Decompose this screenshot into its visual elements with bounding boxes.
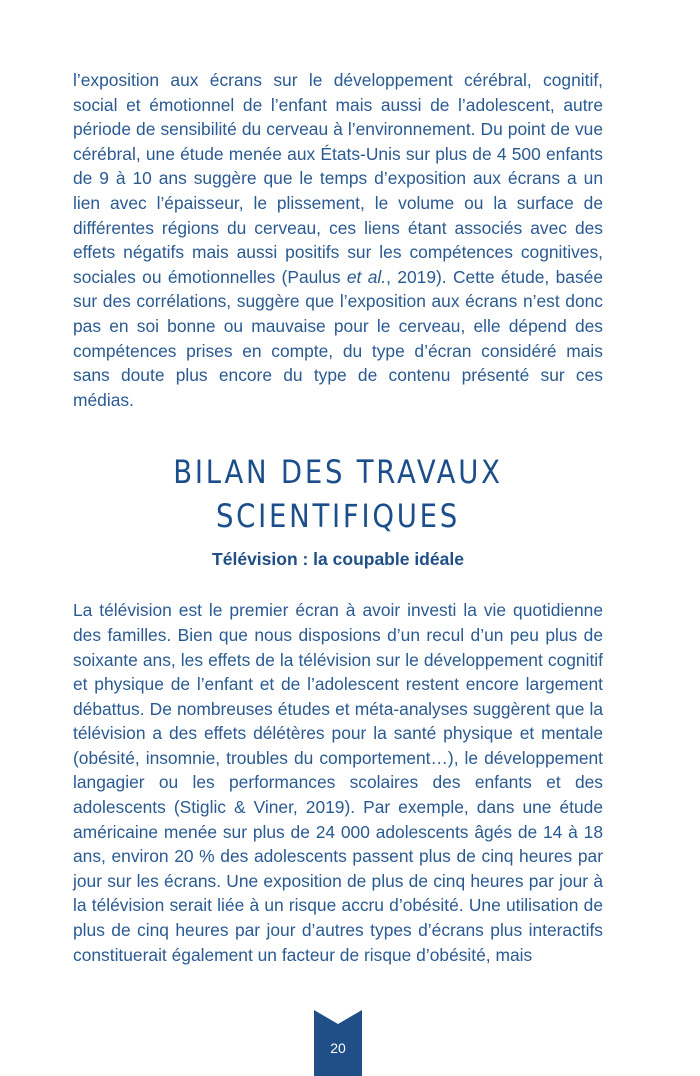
intro-italic-citation: et al. (346, 266, 387, 287)
intro-paragraph (73, 68, 603, 412)
body-paragraph: La télévision est le premier écran à avoir investi la vie quotidienne des familles. Bien que nous disposions d’un recul d’un peu plus de soixante ans, les effets de la télévision sur le développement cognitif et physique de l’enfant et de l’adolescent restent encore largement débattus. De nombreuses études et méta-analyses suggèrent que la télévision a des effets délétères pour la santé physique et mentale (obésité, insomnie, troubles du comportement…), le développement langagier ou les performances scolaires des enfants et des adolescents (Stiglic & Viner, 2019). Par exemple, dans une étude américaine menée sur plus de 24 000 adolescents âgés de 14 à 18 ans, environ 20 % des adolescents passent plus de cinq heures par jour sur les écrans. Une exposition de plus de cinq heures par jour à la télévision serait liée à un risque accru d’obésité. Une utilisation de plus de cinq heures par jour d’autres types d’écrans plus interactifs constituerait également un facteur de risque d’obésité, mais (73, 600, 603, 965)
page-content (73, 68, 603, 967)
intro-text-start: l’exposition aux écrans sur le développement cérébral, cognitif, social et émotionnel de l’enfant mais aussi de l’adolescent, autre période de sensibilité du cerveau à l’environnement. Du point de vue cérébral, une étude menée aux États-Unis sur plus de 4 500 enfants de 9 à 10 ans suggère que le temps d’exposition aux écrans a un lien avec l’épaisseur, le plissement, le volume ou la surface de différentes régions du cerveau, ces liens étant associés avec des effets négatifs mais aussi positifs sur les compétences cognitives, sociales ou émotionnelles (Paulus (73, 70, 603, 287)
section-title: BILAN DES TRAVAUX SCIENTIFIQUES (173, 453, 503, 536)
section-subtitle: Télévision : la coupable idéale (212, 549, 464, 570)
page-number-tab (314, 1010, 362, 1076)
page-number: 20 (330, 1040, 346, 1056)
intro-text-end: , 2019). Cette étude, basée sur des corrélations, suggère que l’exposition aux écrans n’est donc pas en soi bonne ou mauvaise pour le cerveau, elle dépend des compétences prises en compte, du type d’écran considéré mais sans doute plus encore du type de contenu présenté sur ces médias. (73, 266, 603, 410)
